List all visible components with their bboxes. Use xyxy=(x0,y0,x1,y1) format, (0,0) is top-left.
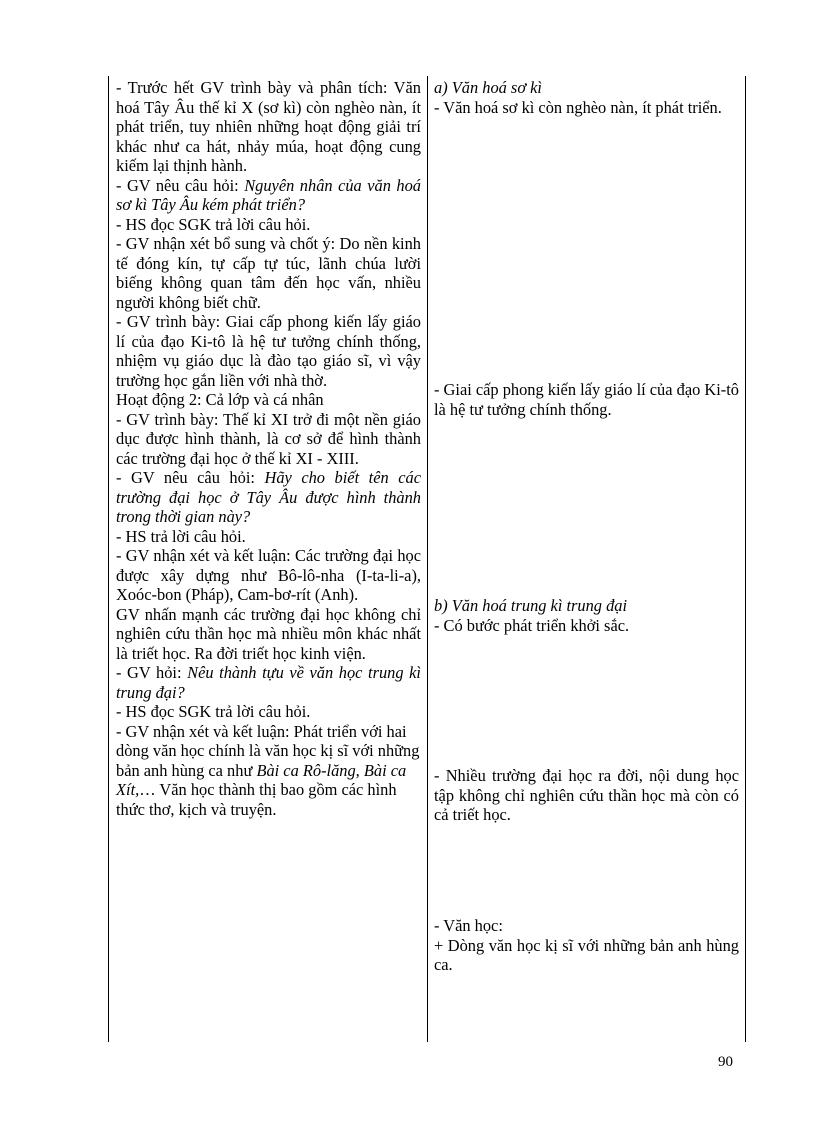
section-b-block xyxy=(434,596,739,635)
activity-paragraph: - GV nhận xét và kết luận: Phát triển với hai dòng văn học chính là văn học kị sĩ với những bản anh hùng ca như Bài ca Rô-lăng, Bài ca Xít,… Văn học thành thị bao gồm các hình thức thơ, kịch và truyện. xyxy=(116,721,420,819)
activity-paragraph: - GV hỏi: Nêu thành tựu về văn học trung kì trung đại? xyxy=(116,663,421,702)
activity-paragraph: - GV trình bày: Giai cấp phong kiến lấy giáo lí của đạo Ki-tô là hệ tư tưởng chính thống, nhiệm vụ giáo dục là đào tạo giáo sĩ, vì vậy trường học gắn liền với nhà thờ. xyxy=(116,312,421,390)
table-right-border xyxy=(745,76,746,1042)
section-b-text: - Có bước phát triển khởi sắc. xyxy=(434,615,630,635)
literature-text: + Dòng văn học kị sĩ với những bản anh hùng ca. xyxy=(434,935,739,974)
literature-title: - Văn học: xyxy=(434,916,503,935)
activity-paragraph: GV nhấn mạnh các trường đại học không chỉ nghiên cứu thần học mà nhiều môn khác nhất là triết học. Ra đời triết học kinh viện. xyxy=(116,604,421,663)
activity-paragraph: - GV nêu câu hỏi: Hãy cho biết tên các trường đại học ở Tây Âu được hình thành trong thời gian này? xyxy=(116,468,421,526)
page-number: 90 xyxy=(718,1054,733,1070)
section-a-block xyxy=(434,78,739,117)
literature-block xyxy=(434,916,739,975)
activity-paragraph: - HS đọc SGK trả lời câu hỏi. xyxy=(116,702,311,721)
universities-block xyxy=(434,766,739,825)
activity-paragraph: - GV nêu câu hỏi: Nguyên nhân của văn hoá sơ kì Tây Âu kém phát triển? xyxy=(116,175,421,214)
section-b-heading: b) Văn hoá trung kì trung đại xyxy=(434,596,628,615)
section-a-heading: a) Văn hoá sơ kì xyxy=(434,78,542,97)
section-a-text: - Văn hoá sơ kì còn nghèo nàn, ít phát triển. xyxy=(434,97,722,117)
teacher-activities-column xyxy=(116,78,421,819)
activity-paragraph: - GV trình bày: Thế kỉ XI trở đi một nền giáo dục được hình thành, là cơ sở để hình thành các trường đại học ở thế kỉ XI - XIII. xyxy=(116,409,421,468)
table-column-divider xyxy=(427,76,428,1042)
church-block xyxy=(434,380,739,419)
two-column-table xyxy=(108,76,747,1042)
activity-heading: Hoạt động 2: Cả lớp và cá nhân xyxy=(116,390,324,409)
table-left-border xyxy=(108,76,109,1042)
activity-paragraph: - Trước hết GV trình bày và phân tích: Văn hoá Tây Âu thế kỉ X (sơ kì) còn nghèo nàn, ít phát triển, tuy nhiên những hoạt động giải trí khác như ca hát, nhảy múa, hoạt động cung kiếm lại thịnh hành. xyxy=(116,78,421,175)
activity-paragraph: - GV nhận xét bổ sung và chốt ý: Do nền kinh tế đóng kín, tự cấp tự túc, lãnh chúa lười biếng không quan tâm đến học vấn, nhiều người không biết chữ. xyxy=(116,234,421,312)
activity-paragraph: - HS đọc SGK trả lời câu hỏi. xyxy=(116,214,311,234)
universities-text: - Nhiều trường đại học ra đời, nội dung học tập không chỉ nghiên cứu thần học mà còn có cả triết học. xyxy=(434,766,739,824)
church-text: - Giai cấp phong kiến lấy giáo lí của đạo Ki-tô là hệ tư tưởng chính thống. xyxy=(434,380,739,419)
activity-paragraph: - GV nhận xét và kết luận: Các trường đại học được xây dựng như Bô-lô-nha (I-ta-li-a), Xoóc-bon (Pháp), Cam-bơ-rít (Anh). xyxy=(116,546,421,604)
activity-paragraph: - HS trả lời câu hỏi. xyxy=(116,526,246,546)
